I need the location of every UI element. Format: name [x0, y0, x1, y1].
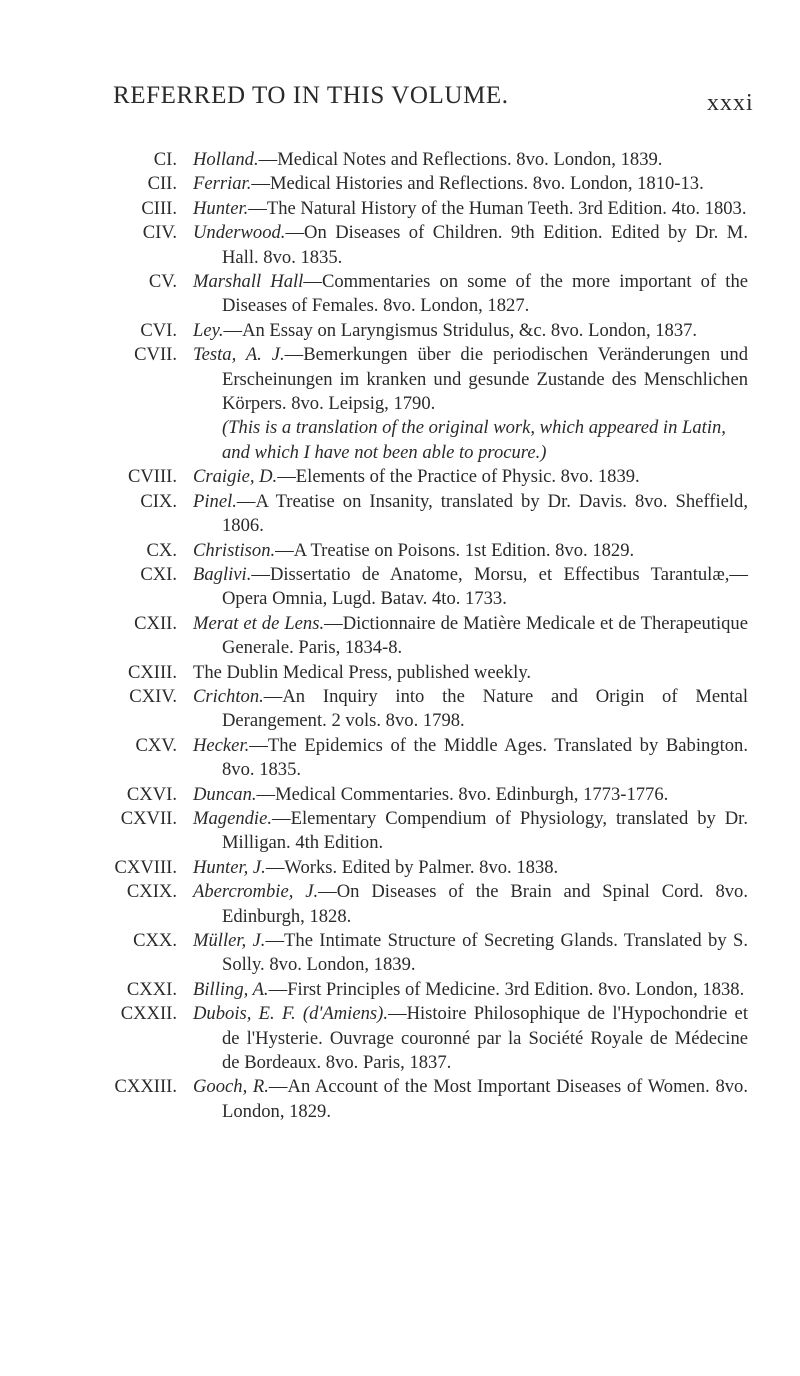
reference-body	[193, 685, 748, 734]
reference-author: Hunter, J.	[193, 856, 266, 878]
reference-body	[193, 856, 748, 880]
reference-entry	[0, 319, 800, 343]
reference-author: Pinel.	[193, 490, 237, 512]
reference-text: —Bemerkungen über die periodischen Veränderungen und Erscheinungen im kranken und gesunde Zustande des Menschlichen Körpers. 8vo. Leipsig, 1790.	[222, 344, 748, 415]
reference-entry	[0, 1002, 800, 1075]
reference-number: CII.	[147, 173, 177, 195]
reference-text: The Dublin Medical Press, published weekly.	[193, 661, 532, 683]
reference-number: CI.	[153, 149, 177, 170]
reference-number: CXV.	[135, 734, 177, 756]
reference-body	[193, 197, 748, 221]
reference-number: CXXIII.	[114, 1076, 177, 1098]
reference-number: CV.	[148, 271, 177, 293]
reference-text: —The Natural History of the Human Teeth. 3rd Edition. 4to. 1803.	[248, 197, 747, 219]
reference-text: —The Epidemics of the Middle Ages. Translated by Babington. 8vo. 1835.	[222, 734, 748, 781]
reference-text: —Elementary Compendium of Physiology, translated by Dr. Milligan. 4th Edition.	[222, 807, 748, 854]
reference-body	[193, 1002, 748, 1075]
reference-number: CXXI.	[126, 978, 177, 1000]
reference-body	[193, 221, 748, 270]
reference-entry	[0, 197, 800, 221]
reference-entry	[0, 807, 800, 856]
reference-number: CIV.	[142, 222, 177, 244]
reference-body	[193, 148, 748, 172]
reference-author: Abercrombie, J.	[193, 881, 319, 903]
reference-number: CXIV.	[129, 685, 177, 707]
reference-body	[193, 343, 748, 465]
reference-text: —An Account of the Most Important Diseases of Women. 8vo. London, 1829.	[222, 1076, 748, 1122]
reference-body	[193, 880, 748, 929]
reference-author: Müller, J.	[193, 930, 266, 951]
reference-body	[193, 172, 748, 196]
reference-entry	[0, 612, 800, 661]
reference-text: —Dissertatio de Anatome, Morsu, et Effectibus Tarantulæ,—Opera Omnia, Lugd. Batav. 4to. 1733.	[222, 563, 748, 610]
reference-body	[193, 734, 748, 783]
reference-text: —The Intimate Structure of Secreting Glands. Translated by S. Solly. 8vo. London, 1839.	[222, 930, 748, 976]
reference-body	[193, 319, 748, 343]
reference-entry	[0, 148, 800, 172]
reference-author: Merat et de Lens.	[193, 612, 325, 634]
reference-author: Billing, A.	[193, 978, 269, 1000]
reference-text: —Medical Notes and Reflections. 8vo. London, 1839.	[258, 149, 663, 170]
reference-author: Ferriar.	[193, 173, 252, 195]
reference-number: CXII.	[134, 612, 177, 634]
reference-number: CVII.	[134, 344, 177, 366]
page-number: xxxi	[707, 90, 754, 116]
reference-list	[0, 148, 800, 1124]
reference-number: CX.	[146, 539, 177, 561]
reference-entry	[0, 539, 800, 563]
reference-body	[193, 783, 748, 807]
reference-number: CXIII.	[127, 661, 177, 683]
reference-number: CXVII.	[120, 807, 177, 829]
reference-text: —On Diseases of the Brain and Spinal Cord. 8vo. Edinburgh, 1828.	[222, 881, 749, 927]
reference-body	[193, 661, 748, 685]
reference-author: Crichton.	[193, 685, 264, 707]
reference-author: Marshall Hall	[193, 271, 304, 293]
reference-entry	[0, 929, 800, 978]
reference-body	[193, 612, 748, 661]
reference-author: Magendie.	[193, 807, 272, 829]
reference-entry	[0, 856, 800, 880]
reference-entry	[0, 734, 800, 783]
reference-entry	[0, 343, 800, 465]
reference-text: —A Treatise on Poisons. 1st Edition. 8vo. 1829.	[275, 539, 635, 561]
reference-text: —On Diseases of Children. 9th Edition. Edited by Dr. M. Hall. 8vo. 1835.	[222, 222, 748, 268]
reference-entry	[0, 1075, 800, 1124]
reference-author: Hunter.	[193, 197, 249, 219]
reference-number: CXXII.	[120, 1003, 177, 1025]
reference-note: (This is a translation of the original work, which appeared in Latin, and which I have not been able to procure.)	[222, 417, 726, 463]
reference-author: Ley.	[193, 319, 224, 341]
reference-number: CXVI.	[126, 783, 177, 805]
reference-body	[193, 929, 748, 978]
running-head: REFERRED TO IN THIS VOLUME.	[113, 82, 509, 109]
reference-body	[193, 978, 748, 1002]
reference-author: Christison.	[193, 539, 276, 561]
reference-text: —Histoire Philosophique de l'Hypochondrie et de l'Hysterie. Ouvrage couronné par la Société Royale de Médecine de Bordeaux. 8vo. Paris, 1837.	[222, 1003, 748, 1074]
reference-number: CXVIII.	[114, 856, 177, 878]
reference-entry	[0, 661, 800, 685]
reference-text: —Dictionnaire de Matière Medicale et de Therapeutique Generale. Paris, 1834-8.	[222, 612, 748, 659]
reference-number: CXIX.	[126, 881, 177, 903]
reference-author: Duncan.	[193, 783, 257, 805]
reference-entry	[0, 880, 800, 929]
reference-entry	[0, 978, 800, 1002]
reference-body	[193, 563, 748, 612]
reference-number: CXI.	[140, 563, 177, 585]
reference-body	[193, 490, 748, 539]
reference-author: Testa, A. J.	[193, 344, 285, 366]
reference-entry	[0, 783, 800, 807]
reference-entry	[0, 490, 800, 539]
reference-entry	[0, 563, 800, 612]
reference-author: Gooch, R.	[193, 1076, 269, 1098]
reference-author: Hecker.	[193, 734, 250, 756]
reference-body	[193, 465, 748, 489]
reference-number: CIII.	[141, 197, 177, 219]
reference-text: —Medical Histories and Reflections. 8vo. London, 1810-13.	[251, 173, 704, 195]
reference-text: —An Inquiry into the Nature and Origin of Mental Derangement. 2 vols. 8vo. 1798.	[222, 685, 748, 732]
reference-entry	[0, 270, 800, 319]
reference-entry	[0, 221, 800, 270]
reference-number: CVI.	[140, 319, 177, 341]
reference-text: —Medical Commentaries. 8vo. Edinburgh, 1773-1776.	[256, 783, 669, 805]
reference-author: Underwood.	[193, 222, 286, 244]
reference-author: Holland.	[193, 149, 259, 170]
reference-author: Dubois, E. F. (d'Amiens).	[193, 1003, 388, 1025]
reference-body	[193, 807, 748, 856]
reference-text: —Works. Edited by Palmer. 8vo. 1838.	[265, 856, 559, 878]
reference-author: Baglivi.	[193, 563, 252, 585]
reference-text: —Commentaries on some of the more important of the Diseases of Females. 8vo. London, 1827.	[222, 271, 748, 317]
reference-entry	[0, 465, 800, 489]
reference-number: CXX.	[133, 930, 177, 951]
reference-entry	[0, 685, 800, 734]
reference-body	[193, 1075, 748, 1124]
reference-text: —Elements of the Practice of Physic. 8vo. 1839.	[277, 466, 640, 488]
reference-text: —A Treatise on Insanity, translated by Dr. Davis. 8vo. Sheffield, 1806.	[222, 490, 748, 537]
reference-text: —First Principles of Medicine. 3rd Edition. 8vo. London, 1838.	[268, 978, 745, 1000]
reference-entry	[0, 172, 800, 196]
reference-text: —An Essay on Laryngismus Stridulus, &c. 8vo. London, 1837.	[223, 319, 698, 341]
reference-number: CIX.	[140, 490, 177, 512]
reference-body	[193, 270, 748, 319]
reference-body	[193, 539, 748, 563]
reference-author: Craigie, D.	[193, 466, 278, 488]
reference-number: CVIII.	[127, 466, 177, 488]
